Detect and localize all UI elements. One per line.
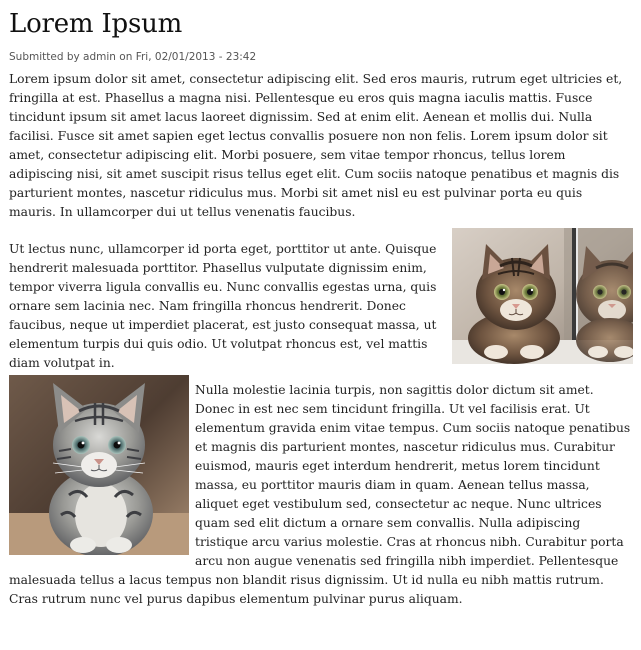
submitted-prefix: Submitted by [9, 51, 84, 63]
submitted-date: Fri, 02/01/2013 - 23:42 [135, 51, 257, 63]
kittens-mirror-image [452, 228, 633, 364]
page-title: Lorem Ipsum [9, 9, 183, 39]
grey-kitten-image [9, 375, 189, 555]
paragraph-1: Lorem ipsum dolor sit amet, consectetur adipiscing elit. Sed eros mauris, rutrum eget ultricies et, fringilla at est. Phasellus a magna nisi. Pellentesque eu eros quis magna iaculis mattis. Fusce tincidunt ipsum sit amet lacus laoreet dignissim. Sed at enim elit. Aenean et mollis dui. Nulla facilisi. Fusce sit amet sapien eget lectus convallis posuere non non felis. Lorem ipsum dolor sit amet, consectetur adipiscing elit. Morbi posuere, sem vitae tempor rhoncus, tellus lorem adipiscing nisi, sit amet suscipit risus tellus eget elit. Cum sociis natoque penatibus et magnis dis parturient montes, nascetur ridiculus mus. Morbi sit amet nisl eu est pulvinar porta eu quis mauris. In ullamcorper dui ut tellus venenatis faucibus. [9, 72, 623, 219]
paragraph-3: Nulla molestie lacinia turpis, non sagittis dolor dictum sit amet. Donec in est nec sem tincidunt fringilla. Ut vel facilisis erat. Ut elementum gravida enim vitae tempus. Cum sociis natoque penatibus et magnis dis parturient montes, nascetur ridiculus mus. Curabitur euismod, mauris eget interdum hendrerit, metus lorem tincidunt massa, eu porttitor mauris diam in quam. Aenean tellus massa, aliquet eget vestibulum sed, consectetur ac neque. Nunc ultrices quam sed elit dictum a ornare sem convallis. Nulla adipiscing tristique arcu varius molestie. Cras at rhoncus nibh. Curabitur porta arcu non augue venenatis sed fringilla nibh imperdiet. Pellentesque malesuada tellus a lacus tempus non blandit risus dignissim. Ut id nulla eu nibh mattis rutrum. Cras rutrum nunc vel purus dapibus elementum pulvinar purus aliquam. [9, 383, 631, 606]
author-name: admin [83, 51, 116, 63]
submitted-meta [9, 50, 633, 64]
paragraph-2: Ut lectus nunc, ullamcorper id porta eget, porttitor ut ante. Quisque hendrerit malesuada porttitor. Phasellus vulputate dignissim enim, tempor viverra ligula convallis eu. Nunc convallis egestas urna, quis ornare sem lacinia nec. Nam fringilla rhoncus hendrerit. Donec faucibus, neque ut imperdiet placerat, est justo consequat massa, ut elementum turpis dui quis odio. Ut volutpat rhoncus est, vel mattis diam volutpat in. [9, 242, 437, 370]
submitted-on-word: on [115, 51, 136, 63]
